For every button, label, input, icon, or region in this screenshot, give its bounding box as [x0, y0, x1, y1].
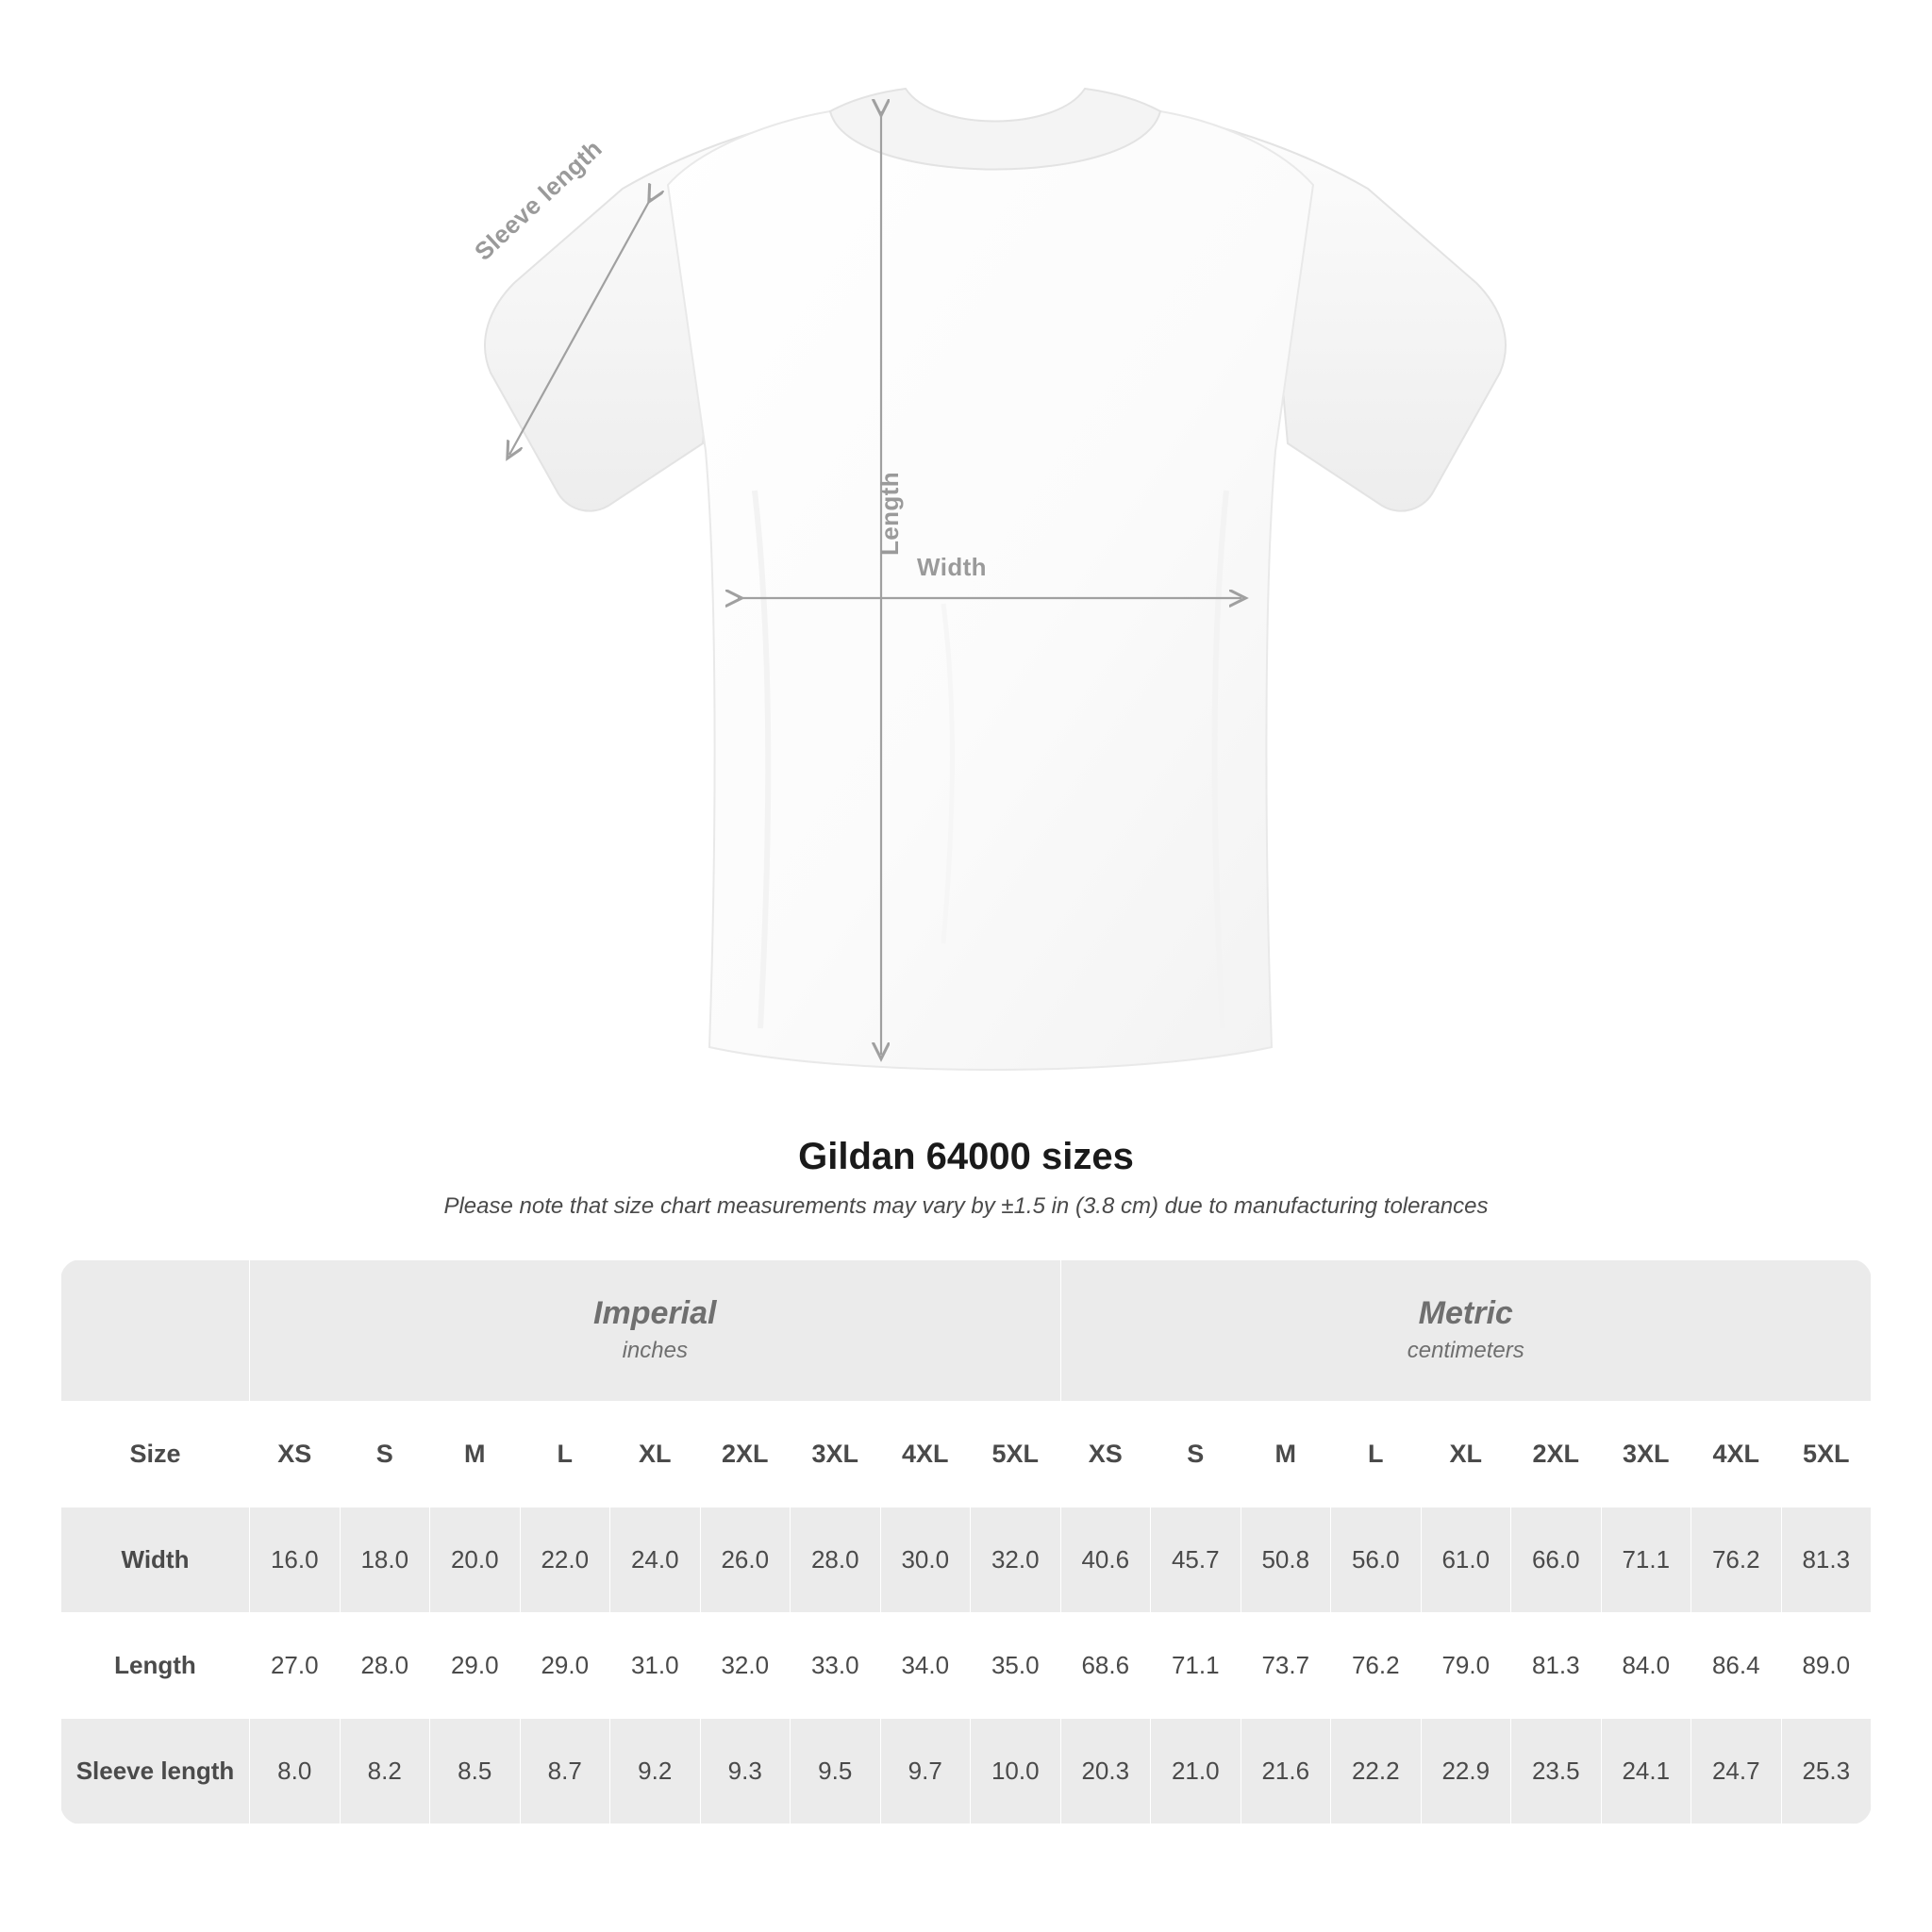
measurement-cell: 22.9 — [1421, 1719, 1511, 1824]
measurement-cell: 22.0 — [520, 1507, 610, 1613]
measurement-cell: 21.6 — [1241, 1719, 1331, 1824]
measurement-cell: 76.2 — [1691, 1507, 1782, 1613]
measurement-cell: 31.0 — [610, 1613, 701, 1719]
measurement-cell: 9.2 — [610, 1719, 701, 1824]
measurement-cell: 8.7 — [520, 1719, 610, 1824]
measurement-cell: 81.3 — [1511, 1613, 1602, 1719]
table-row — [61, 1613, 1872, 1719]
measurement-cell: 22.2 — [1331, 1719, 1422, 1824]
measurement-cell: 24.0 — [610, 1507, 701, 1613]
measurement-cell: 16.0 — [250, 1507, 341, 1613]
row-label: Width — [61, 1507, 250, 1613]
measurement-cell: 9.7 — [880, 1719, 971, 1824]
measurement-cell: 68.6 — [1060, 1613, 1151, 1719]
measurement-cell: 10.0 — [971, 1719, 1061, 1824]
measurement-cell: 40.6 — [1060, 1507, 1151, 1613]
unit-subtitle: inches — [622, 1337, 688, 1363]
measurement-cell: 29.0 — [430, 1613, 521, 1719]
measurement-cell: 24.7 — [1691, 1719, 1782, 1824]
size-header-cell: S — [340, 1402, 430, 1507]
measurement-cell: 21.0 — [1151, 1719, 1241, 1824]
size-header-cell: XS — [1060, 1402, 1151, 1507]
measurement-cell: 66.0 — [1511, 1507, 1602, 1613]
size-header-cell: 4XL — [880, 1402, 971, 1507]
measurement-cell: 18.0 — [340, 1507, 430, 1613]
unit-header-imperial — [250, 1260, 1061, 1402]
size-header-cell: 3XL — [791, 1402, 881, 1507]
measurement-cell: 9.5 — [791, 1719, 881, 1824]
measurement-cell: 9.3 — [700, 1719, 791, 1824]
measurement-cell: 89.0 — [1781, 1613, 1872, 1719]
table-corner-cell — [61, 1260, 250, 1402]
title-block — [0, 1136, 1932, 1220]
size-header-cell: 2XL — [1511, 1402, 1602, 1507]
length-label: Length — [875, 472, 904, 557]
size-table-wrapper — [60, 1259, 1872, 1824]
size-header-cell: XS — [250, 1402, 341, 1507]
size-header-cell: 2XL — [700, 1402, 791, 1507]
unit-name: Metric — [1418, 1295, 1513, 1332]
measurement-cell: 81.3 — [1781, 1507, 1872, 1613]
measurement-cell: 25.3 — [1781, 1719, 1872, 1824]
measurement-cell: 8.2 — [340, 1719, 430, 1824]
measurement-cell: 71.1 — [1151, 1613, 1241, 1719]
unit-header-row — [61, 1260, 1872, 1402]
size-header-cell: 3XL — [1601, 1402, 1691, 1507]
measurement-cell: 56.0 — [1331, 1507, 1422, 1613]
size-header-cell: M — [1241, 1402, 1331, 1507]
row-label: Sleeve length — [61, 1719, 250, 1824]
sleeve-length-label: Sleeve length — [469, 134, 608, 266]
size-header-row — [61, 1402, 1872, 1507]
measurement-cell: 28.0 — [340, 1613, 430, 1719]
size-header-cell: 5XL — [1781, 1402, 1872, 1507]
table-row — [61, 1719, 1872, 1824]
measurement-cell: 26.0 — [700, 1507, 791, 1613]
measurement-cell: 27.0 — [250, 1613, 341, 1719]
size-header-cell: XL — [610, 1402, 701, 1507]
unit-subtitle: centimeters — [1407, 1337, 1524, 1363]
page-title: Gildan 64000 sizes — [798, 1136, 1134, 1177]
size-header-cell: 5XL — [971, 1402, 1061, 1507]
row-label: Length — [61, 1613, 250, 1719]
size-row-label: Size — [61, 1402, 250, 1507]
measurement-cell: 50.8 — [1241, 1507, 1331, 1613]
unit-name: Imperial — [593, 1295, 717, 1332]
measurement-cell: 71.1 — [1601, 1507, 1691, 1613]
size-table — [60, 1259, 1872, 1824]
measurement-cell: 86.4 — [1691, 1613, 1782, 1719]
measurement-cell: 84.0 — [1601, 1613, 1691, 1719]
measurement-cell: 32.0 — [700, 1613, 791, 1719]
tolerance-note: Please note that size chart measurements may vary by ±1.5 in (3.8 cm) due to manufacturing tolerances — [443, 1193, 1489, 1219]
measurement-cell: 33.0 — [791, 1613, 881, 1719]
measurement-cell: 20.3 — [1060, 1719, 1151, 1824]
measurement-cell: 79.0 — [1421, 1613, 1511, 1719]
size-header-cell: M — [430, 1402, 521, 1507]
size-header-cell: 4XL — [1691, 1402, 1782, 1507]
size-header-cell: L — [1331, 1402, 1422, 1507]
measurement-cell: 20.0 — [430, 1507, 521, 1613]
measurement-cell: 24.1 — [1601, 1719, 1691, 1824]
size-header-cell: S — [1151, 1402, 1241, 1507]
measurement-cell: 73.7 — [1241, 1613, 1331, 1719]
measurement-cell: 30.0 — [880, 1507, 971, 1613]
tshirt-shape — [485, 89, 1506, 1070]
measurement-cell: 8.5 — [430, 1719, 521, 1824]
measurement-cell: 8.0 — [250, 1719, 341, 1824]
size-header-cell: XL — [1421, 1402, 1511, 1507]
measurement-cell: 28.0 — [791, 1507, 881, 1613]
measurement-cell: 34.0 — [880, 1613, 971, 1719]
size-header-cell: L — [520, 1402, 610, 1507]
measurement-cell: 45.7 — [1151, 1507, 1241, 1613]
measurement-cell: 61.0 — [1421, 1507, 1511, 1613]
measurement-cell: 29.0 — [520, 1613, 610, 1719]
measurement-cell: 76.2 — [1331, 1613, 1422, 1719]
unit-header-metric — [1060, 1260, 1872, 1402]
width-label: Width — [917, 553, 987, 581]
table-row — [61, 1507, 1872, 1613]
measurement-cell: 23.5 — [1511, 1719, 1602, 1824]
measurement-cell: 32.0 — [971, 1507, 1061, 1613]
measurement-cell: 35.0 — [971, 1613, 1061, 1719]
